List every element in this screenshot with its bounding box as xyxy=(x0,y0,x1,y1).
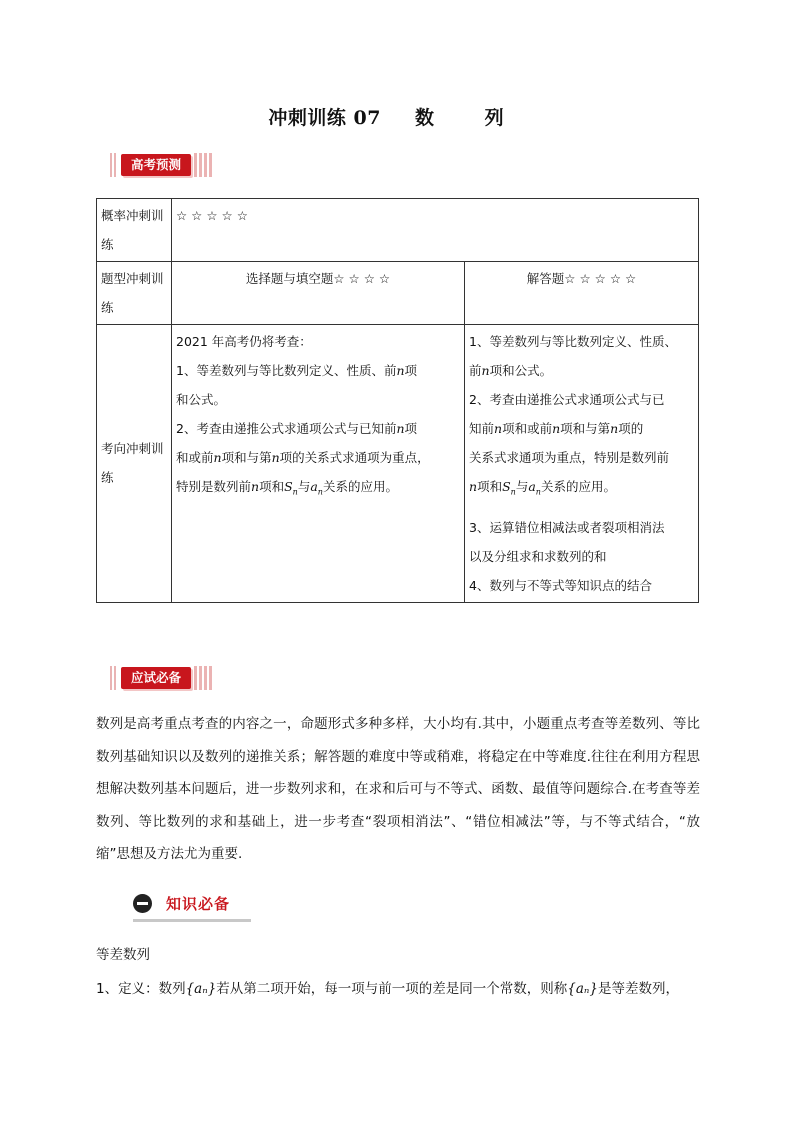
knowledge-heading xyxy=(133,893,230,914)
knowledge-label: 知识必备 xyxy=(166,895,231,913)
row-label: 概率冲刺训练 xyxy=(97,199,172,262)
question-type-answer: 解答题☆ ☆ ☆ ☆ ☆ xyxy=(465,262,699,325)
direction-left: 2021 年高考仍将考查： 1、等差数列与等比数列定义、性质、前n项 和公式。 2、考查由递推公式求通项公式与已知前n项 和或前n项和与第n项的关系式求通项为重点， 特别是数列前n项和$S_n$与$a_n$关系的应用。 xyxy=(172,325,465,603)
table-row xyxy=(97,262,699,325)
forecast-table xyxy=(96,198,699,603)
heading-underline xyxy=(133,919,251,922)
section-heading: 等差数列 xyxy=(96,947,150,963)
question-type-choice: 选择题与填空题☆ ☆ ☆ ☆ xyxy=(172,262,465,325)
direction-right: 1、等差数列与等比数列定义、性质、 前n项和公式。 2、考查由递推公式求通项公式与已 知前n项和或前n项和与第n项的 关系式求通项为重点，特别是数列前 n项和$S_n$与$a_n$关系的应用。 3、运算错位相减法或者裂项相消法 以及分组求和求数列的和 4、数列与不等式等知识点的结合 xyxy=(465,325,699,603)
banner-exam-essentials xyxy=(110,666,214,690)
row-label: 题型冲刺训练 xyxy=(97,262,172,325)
intro-paragraph: 数列是高考重点考查的内容之一，命题形式多种多样，大小均有.其中，小题重点考查等差数列、等比数列基础知识以及数列的递推关系；解答题的难度中等或稍难，将稳定在中等难度.往往在利用方程思想解决数列基本问题后，进一步数列求和，在求和后可与不等式、函数、最值等问题综合.在考查等差数列、等比数列的求和基础上，进一步考查“裂项相消法”、“错位相减法”等，与不等式结合，“放缩”思想及方法尤为重要. xyxy=(96,716,700,862)
document-title xyxy=(0,103,794,130)
row-label: 考向冲刺训练 xyxy=(97,325,172,603)
table-row xyxy=(97,199,699,262)
banner-label: 高考预测 xyxy=(121,154,191,176)
circle-minus-icon xyxy=(133,894,152,913)
title-sub: 数 列 xyxy=(414,107,526,129)
title-main: 冲刺训练 07 xyxy=(268,107,381,129)
definition-line: 1、定义：数列{aₙ}若从第二项开始，每一项与前一项的差是同一个常数，则称{aₙ}是等差数列， xyxy=(96,981,679,997)
row-value: ☆ ☆ ☆ ☆ ☆ xyxy=(172,199,699,262)
table-row xyxy=(97,325,699,603)
banner-exam-forecast xyxy=(110,153,214,177)
banner-label: 应试必备 xyxy=(121,667,191,689)
